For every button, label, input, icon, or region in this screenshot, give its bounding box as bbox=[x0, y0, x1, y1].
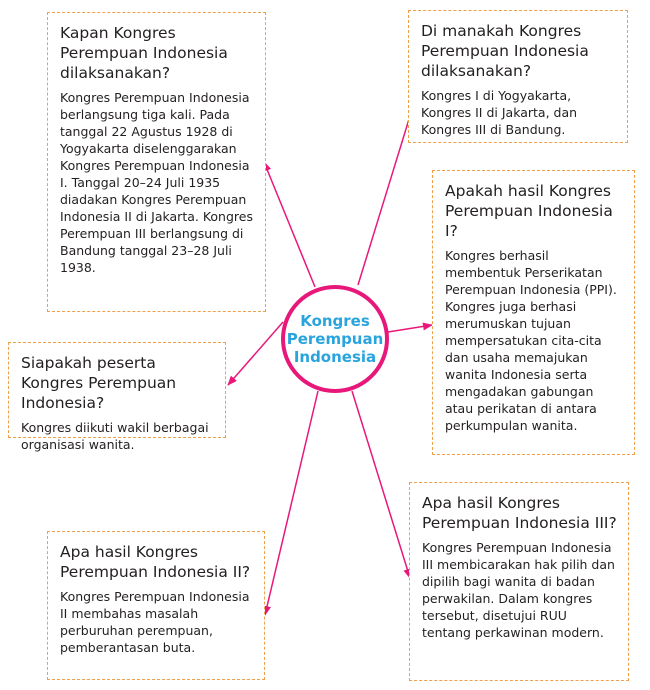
box-dimana bbox=[408, 10, 628, 143]
arrow-to-siapa bbox=[228, 322, 283, 385]
box-kapan bbox=[47, 12, 266, 312]
answer-siapa: Kongres diikuti wakil berbagai organisasi wanita. bbox=[21, 420, 209, 452]
answer-hasil-1: Kongres berhasil membentuk Perserikatan Perempuan Indonesia (PPI). Kongres juga berhasi merumuskan tujuan mempersatukan cita-cita dan usaha memajukan wanita Indonesia serta mengadakan gabungan atau perikatan di antara perkumpulan wanita. bbox=[445, 248, 617, 433]
answer-hasil-2: Kongres Perempuan Indonesia II membahas masalah perburuhan perempuan, pemberantasan buta. bbox=[60, 589, 250, 655]
answer-hasil-3: Kongres Perempuan Indonesia III membicarakan hak pilih dan dipilih bagi wanita di badan perwakilan. Dalam kongres tersebut, disetujui RUU tentang perkawinan modern. bbox=[422, 540, 615, 640]
answer-kapan: Kongres Perempuan Indonesia berlangsung tiga kali. Pada tanggal 22 Agustus 1928 di Yogyakarta diselenggarakan Kongres Perempuan Indonesia I. Tanggal 20–24 Juli 1935 diadakan Kongres Perempuan Indonesia II di Jakarta. Kongres Perempuan III berlangsung di Bandung tanggal 23–28 Juli 1938. bbox=[60, 90, 253, 275]
box-siapa bbox=[8, 342, 226, 452]
box-hasil-3 bbox=[409, 482, 629, 681]
answer-dimana: Kongres I di Yogyakarta, Kongres II di Jakarta, dan Kongres III di Bandung. bbox=[421, 88, 578, 137]
question-hasil-3: Apa hasil Kongres Perempuan Indonesia III? bbox=[422, 494, 617, 532]
question-hasil-2: Apa hasil Kongres Perempuan Indonesia II? bbox=[60, 543, 251, 581]
arrow-to-hasil3 bbox=[352, 391, 410, 578]
question-dimana: Di manakah Kongres Perempuan Indonesia dilaksanakan? bbox=[421, 22, 589, 80]
center-topic-circle bbox=[281, 285, 389, 393]
arrow-to-kapan bbox=[264, 162, 315, 287]
box-hasil-2 bbox=[47, 531, 265, 680]
question-siapa: Siapakah peserta Kongres Perempuan Indonesia? bbox=[21, 354, 177, 412]
box-hasil-1 bbox=[432, 170, 635, 455]
arrow-to-hasil2 bbox=[265, 391, 318, 615]
question-hasil-1: Apakah hasil Kongres Perempuan Indonesia I? bbox=[445, 182, 613, 240]
center-topic-title: Kongres Perempuan Indonesia bbox=[286, 312, 384, 366]
question-kapan: Kapan Kongres Perempuan Indonesia dilaksanakan? bbox=[60, 24, 228, 82]
arrow-to-hasil1 bbox=[388, 325, 432, 332]
